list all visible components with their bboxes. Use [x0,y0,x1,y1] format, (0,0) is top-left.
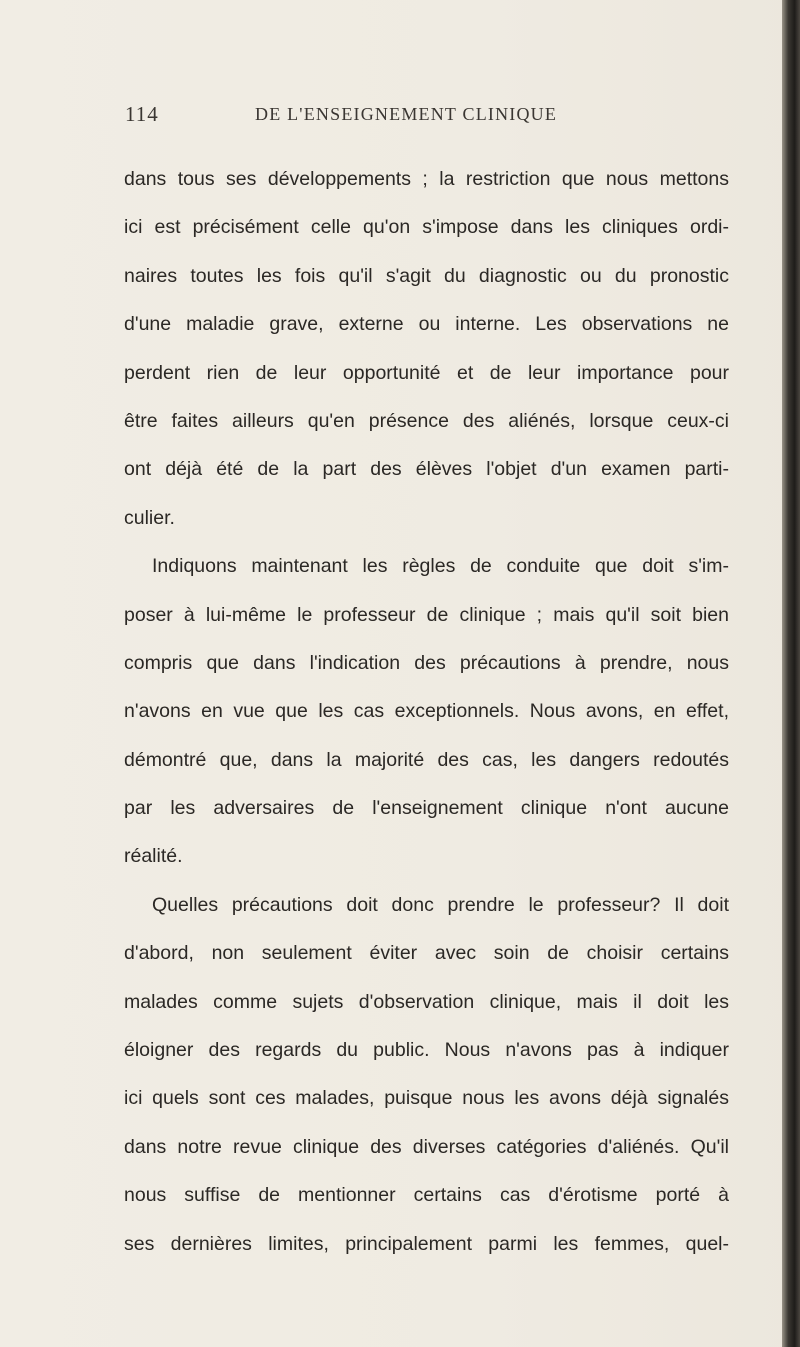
text-line: éloigner des regards du public. Nous n'avons pas à indiquer [124,1039,729,1062]
text-line: culier. [124,506,175,529]
text-line: n'avons en vue que les cas exceptionnels. Nous avons, en effet, [124,700,729,723]
text-line: ses dernières limites, principalement parmi les femmes, quel- [124,1232,729,1255]
text-line: ici est précisément celle qu'on s'impose dans les cliniques ordi- [124,216,729,239]
text-line: ici quels sont ces malades, puisque nous les avons déjà signalés [124,1087,729,1110]
text-line: d'abord, non seulement éviter avec soin de choisir certains [124,942,729,965]
text-line: malades comme sujets d'observation clinique, mais il doit les [124,990,729,1013]
text-line: démontré que, dans la majorité des cas, les dangers redoutés [124,748,729,771]
text-line: dans tous ses développements ; la restriction que nous mettons [124,168,729,190]
text-line: Quelles précautions doit donc prendre le professeur? Il doit [152,893,729,916]
text-line: ont déjà été de la part des élèves l'objet d'un examen parti- [124,458,729,481]
running-title: DE L'ENSEIGNEMENT CLINIQUE [255,104,558,124]
body-text [124,155,729,1268]
text-line: réalité. [124,845,183,868]
page-edge-shadow [782,0,800,1347]
text-line: être faites ailleurs qu'en présence des aliénés, lorsque ceux-ci [124,409,729,432]
text-line: d'une maladie grave, externe ou interne. Les observations ne [124,313,729,336]
text-line: poser à lui-même le professeur de clinique ; mais qu'il soit bien [124,603,729,626]
text-line: naires toutes les fois qu'il s'agit du diagnostic ou du pronostic [124,264,729,287]
page-number: 114 [125,102,159,126]
running-head [125,102,745,132]
text-line: dans notre revue clinique des diverses catégories d'aliénés. Qu'il [124,1135,729,1158]
text-line: par les adversaires de l'enseignement clinique n'ont aucune [124,797,729,820]
text-line: perdent rien de leur opportunité et de leur importance pour [124,361,729,384]
text-line: Indiquons maintenant les règles de conduite que doit s'im- [152,555,729,578]
text-line: compris que dans l'indication des précautions à prendre, nous [124,651,729,674]
text-line: nous suffise de mentionner certains cas d'érotisme porté à [124,1184,729,1207]
